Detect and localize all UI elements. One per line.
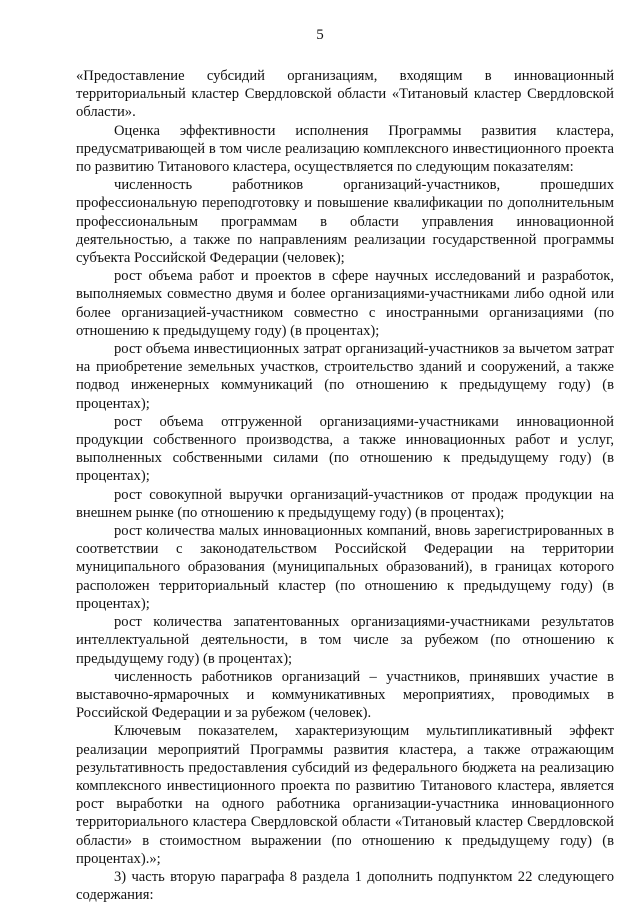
paragraph-evaluation-intro: Оценка эффективности исполнения Программы развития кластера, предусматривающей в том числе реализацию комплексного инвестиционного проекта по развитию Титанового кластера, осуществляется по следующим показателям: [76, 122, 614, 176]
page-number: 5 [316, 27, 324, 43]
document-body [76, 67, 614, 904]
paragraph-indicator-exhibitions: численность работников организаций – участников, принявших участие в выставочно-ярмарочных и коммуникативных мероприятиях, проводимых в Российской Федерации и за рубежом (человек). [76, 668, 614, 722]
paragraph-amendment-item-3: 3) часть вторую параграфа 8 раздела 1 дополнить подпунктом 22 следующего содержания: [76, 868, 614, 904]
paragraph-indicator-staff-training: численность работников организаций-участников, прошедших профессиональную переподготовку и повышение квалификации по дополнительным профессиональным программам в области управления инновационной деятельностью, а также по направлениям реализации государственной программы субъекта Российской Федерации (человек); [76, 177, 614, 267]
paragraph-indicator-innovative-output: рост объема отгруженной организациями-участниками инновационной продукции собственного производства, а также инновационных работ и услуг, выполненных собственными силами (по отношению к предыдущему году) (в процентах); [76, 413, 614, 485]
paragraph-indicator-research-growth: рост объема работ и проектов в сфере научных исследований и разработок, выполняемых совместно двумя и более организациями-участниками либо одной или более организацией-участником совместно с иностранными организациями (по отношению к предыдущему году) (в процентах); [76, 268, 614, 339]
paragraph-indicator-patents: рост количества запатентованных организациями-участниками результатов интеллектуальной деятельности, в том числе за рубежом (по отношению к предыдущему году) (в процентах); [76, 614, 614, 667]
paragraph-key-indicator: Ключевым показателем, характеризующим мультипликативный эффект реализации мероприятий Программы развития кластера, а также отражающим результативность предоставления субсидий из федерального бюджета на реализацию комплексного инвестиционного проекта по развитию Титанового кластера, является рост выработки на одного работника организации-участника инновационного территориального кластера Свердловской области «Титановый кластер Свердловской области» в стоимостном выражении (по отношению к предыдущему году) (в процентах).»; [76, 723, 614, 867]
paragraph-indicator-export-revenue: рост совокупной выручки организаций-участников от продаж продукции на внешнем рынке (по отношению к предыдущему году) (в процентах); [76, 486, 614, 521]
paragraph-subsidy-title: «Предоставление субсидий организациям, входящим в инновационный территориальный кластер Свердловской области «Титановый кластер Свердловской области». [76, 68, 614, 121]
paragraph-indicator-investment-growth: рост объема инвестиционных затрат организаций-участников за вычетом затрат на приобретение земельных участков, строительство зданий и сооружений, а также подвод инженерных коммуникаций (по отношению к предыдущему году) (в процентах); [76, 341, 614, 412]
paragraph-indicator-small-companies: рост количества малых инновационных компаний, вновь зарегистрированных в соответствии с законодательством Российской Федерации на территории муниципального образования (муниципальных образований), в границах которого расположен территориальный кластер (по отношению к предыдущему году) (в процентах); [76, 523, 614, 612]
